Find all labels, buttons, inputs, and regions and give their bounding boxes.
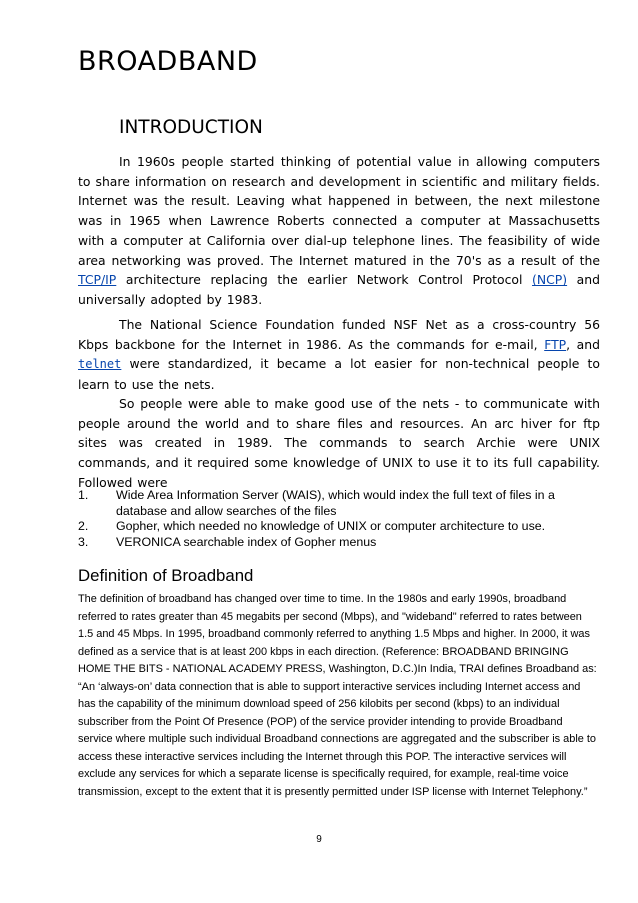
intro-paragraph-2	[78, 315, 600, 395]
list-item	[78, 535, 600, 551]
tcpip-link[interactable]: TCP/IP	[78, 272, 117, 288]
p1-text-c: and universally adopted by 1983.	[78, 272, 600, 307]
list-item-text: Wide Area Information Server (WAIS), which would index the full text of files in a database and allow searches of the files	[116, 488, 555, 518]
definition-paragraph-1: The definition of broadband has changed over time to time. In the 1980s and early 1990s, broadband referred to rates greater than 45 megabits per second (Mbps), and "wideband" referred to rates between 1.5 and 45 Mbps. In 1995, broadband commonly referred to anything 1.5 Mbps and higher. In 2000, it was defined as a service that is at least 200 kbps in each direction. (Reference: BROADBAND BRINGING HOME THE BITS - NATIONAL ACADEMY PRESS, Washington, D.C.)In India, TRAI defines Broadband as:	[78, 593, 597, 675]
ncp-link[interactable]: (NCP)	[532, 272, 568, 288]
p1-text-b: architecture replacing the earlier Network Control Protocol	[116, 272, 533, 288]
p2-text-a: The National Science Foundation funded NSF Net as a cross-country 56 Kbps backbone for the Internet in 1986. As the commands for e-mail,	[78, 317, 600, 352]
list-item-number: 2.	[78, 519, 89, 533]
p2-text-c: were standardized, it became a lot easier for non-technical people to learn to use the nets.	[78, 356, 600, 393]
introduction-heading: INTRODUCTION	[119, 117, 263, 138]
trai-definition-quote: “An ‘always-on’ data connection that is able to support interactive services including Internet access and has the capability of the minimum download speed of 256 kilobits per second (kbps) to an individual subscriber from the Point Of Presence (POP) of the service provider intending to provide Broadband service where multiple such individual Broadband connections are aggregated and the subscriber is able to access these interactive services including the Internet through this POP. The interactive services will exclude any services for which a separate license is specifically required, for example, real-time voice transmission, except to the extent that it is presently permitted under ISP license with Internet Telephony.”	[78, 680, 597, 798]
definition-heading: Definition of Broadband	[78, 566, 254, 585]
list-item-number: 3.	[78, 534, 89, 549]
definition-body	[78, 591, 600, 801]
list-item-text: Gopher, which needed no knowledge of UNIX or computer architecture to use.	[116, 519, 546, 533]
intro-paragraph-1	[78, 152, 600, 310]
p2-text-b: , and	[566, 336, 600, 352]
p1-text-a: In 1960s people started thinking of potential value in allowing computers to share information on research and development in scientific and military fields. Internet was the result. Leaving what happened in between, the next milestone was in 1965 when Lawrence Roberts connected a computer at Massachusetts with a computer at California over dial-up telephone lines. The feasibility of wide area networking was proved. The Internet matured in the 70's as a result of the	[78, 154, 600, 268]
list-item	[78, 519, 600, 535]
p3-text: So people were able to make good use of the nets - to communicate with people around the world and to share files and resources. An arc hiver for ftp sites was created in 1989. The commands to search Archie were UNIX commands, and it required some knowledge of UNIX to use it to its full capability. Followed were	[78, 396, 600, 490]
page-title: BROADBAND	[78, 46, 258, 77]
page-number: 9	[316, 834, 322, 845]
search-tools-list	[78, 488, 600, 550]
list-item-text: VERONICA searchable index of Gopher menus	[116, 534, 377, 549]
list-item	[78, 488, 600, 519]
ftp-link[interactable]: FTP	[544, 336, 567, 352]
list-item-number: 1.	[78, 488, 89, 502]
telnet-link[interactable]: telnet	[78, 357, 122, 372]
intro-paragraph-3	[78, 394, 600, 493]
